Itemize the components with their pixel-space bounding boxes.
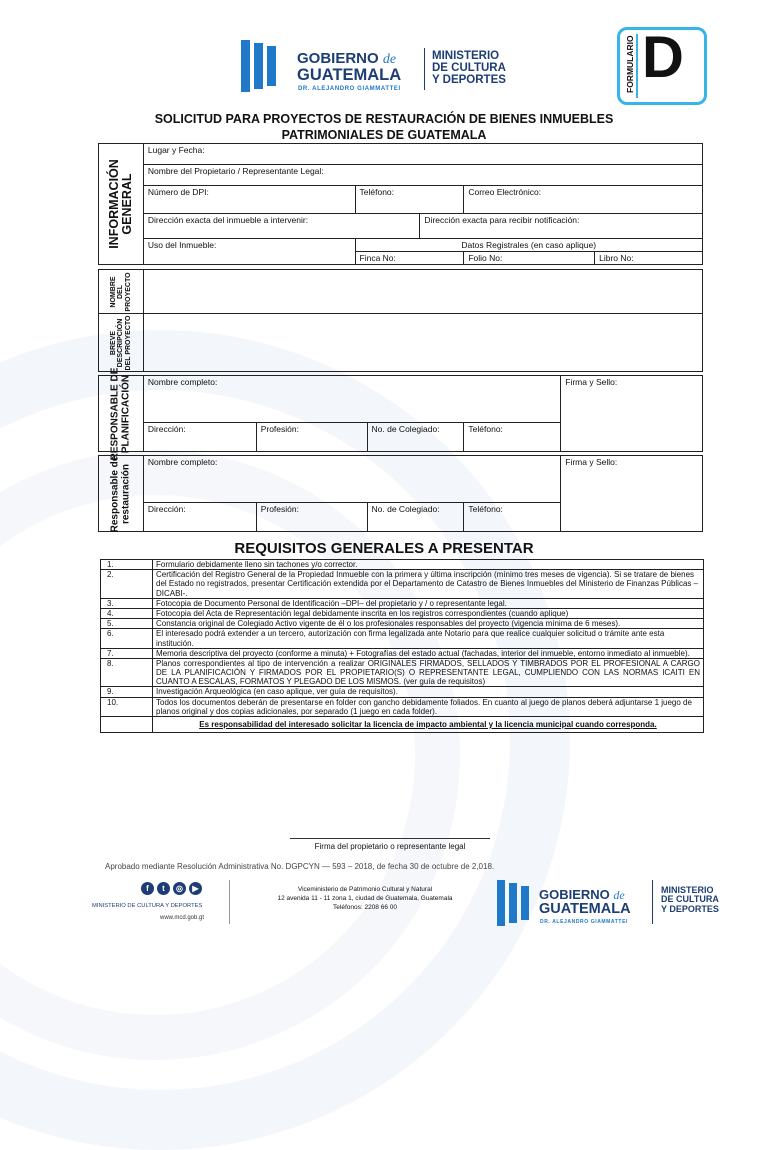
planificacion-direccion-field[interactable]: Dirección: — [143, 423, 256, 452]
uso-inmueble-field[interactable]: Uso del Inmueble: — [143, 239, 355, 265]
requisito-text: Fotocopia del Acta de Representación legal debidamente inscrita en los registros correspondientes (cuando aplique) — [153, 608, 704, 618]
info-general-label: INFORMACIÓN GENERAL — [99, 144, 144, 265]
restauracion-label: Responsable de restauración — [99, 456, 144, 532]
proyecto-table — [98, 269, 703, 372]
requisito-text: Fotocopia de Documento Personal de Identificación –DPI– del propietario y / o representante legal. — [153, 598, 704, 608]
requisito-row — [101, 598, 704, 608]
planificacion-colegiado-field[interactable]: No. de Colegiado: — [367, 423, 464, 452]
requisito-number: 8. — [101, 658, 153, 687]
propietario-field[interactable]: Nombre del Propietario / Representante Legal: — [143, 165, 702, 186]
footer-ministry-name — [661, 886, 719, 914]
twitter-icon[interactable]: t — [157, 882, 170, 895]
restauracion-colegiado-field[interactable]: No. de Colegiado: — [367, 503, 464, 532]
datos-registrales-header: Datos Registrales (en caso aplique) — [355, 239, 702, 252]
footer-logo-gov-line2: GUATEMALA — [539, 901, 631, 917]
requisito-number: 9. — [101, 687, 153, 697]
requisito-row — [101, 658, 704, 687]
footer-logo-bars-icon — [497, 880, 529, 926]
requisito-text: El interesado podrá extender a un tercero, autorización con firma legalizada ante Notario para que realice cualquier solicitud o trámite ante esta institución. — [153, 629, 704, 648]
youtube-icon[interactable]: ▶ — [189, 882, 202, 895]
descripcion-proyecto-label: BREVE DESCRIPCIÓN DEL PROYECTO — [99, 314, 144, 372]
requisito-number: 5. — [101, 619, 153, 629]
footer-contact — [230, 885, 500, 912]
signature-line — [290, 838, 490, 839]
requisito-text: Planos correspondientes al tipo de intervención a realizar ORIGINALES FIRMADOS, SELLADOS Y TIMBRADOS POR EL PROFESIONAL A CARGO DE LA PLANIFICACIÓN Y FIRMADOS POR EL PROPIETARIO(S) O REPRESENTANTE LEGAL, CUMPLIENDO CON LAS NORMAS ICAITI EN CUANTO A ESCALAS, FORMATOS Y PLEGADO DE LOS MISMOS. (ver guía de requisitos) — [153, 658, 704, 687]
restauracion-nombre-field[interactable]: Nombre completo: — [143, 456, 560, 503]
requisito-text: Formulario debidamente lleno sin tachones y/o corrector. — [153, 560, 704, 570]
ministry-line1: MINISTERIO — [432, 50, 500, 62]
libro-field[interactable]: Libro No: — [595, 252, 703, 265]
instagram-icon[interactable]: ◎ — [173, 882, 186, 895]
ministry-name — [432, 50, 506, 86]
logo-gov-de: de — [382, 52, 397, 67]
footer-phone: Teléfonos: 2208 66 00 — [333, 904, 397, 912]
header-divider — [424, 48, 425, 90]
government-logo — [241, 40, 421, 95]
requisito-row — [101, 697, 704, 716]
requisito-number: 4. — [101, 608, 153, 618]
restauracion-telefono-field[interactable]: Teléfono: — [464, 503, 561, 532]
planificacion-profesion-field[interactable]: Profesión: — [256, 423, 367, 452]
form-label: FORMULARIO — [625, 35, 635, 93]
footer-web-link[interactable]: www.mcd.gob.gt — [160, 915, 205, 921]
signature-caption: Firma del propietario o representante legal — [314, 842, 466, 851]
folio-field[interactable]: Folio No: — [464, 252, 595, 265]
requisito-number: 10. — [101, 697, 153, 716]
lugar-fecha-field[interactable]: Lugar y Fecha: — [143, 144, 702, 165]
logo-bars-icon — [241, 40, 276, 92]
requisito-number: 2. — [101, 570, 153, 599]
form-badge — [617, 27, 707, 105]
nombre-proyecto-label: NOMBRE DEL PROYECTO — [99, 270, 144, 314]
footer-government-logo — [497, 878, 647, 928]
footer-logo-gov-de: de — [613, 888, 625, 902]
logo-gov-sub: DR. ALEJANDRO GIAMMATTEI — [298, 86, 401, 92]
requisito-row — [101, 629, 704, 648]
approval-text: Aprobado mediante Resolución Administrativa No. DGPCYN — 593 – 2018, de fecha 30 de octubre de 2,018. — [105, 862, 495, 871]
social-icons — [141, 882, 202, 895]
requisito-text: Memoria descriptiva del proyecto (conforme a minuta) + Fotografías del estado actual (fachadas, interior del inmueble, entorno inmediato al inmueble). — [153, 648, 704, 658]
ministry-line2: DE CULTURA — [432, 62, 506, 75]
footer-address: 12 avenida 11 - 11 zona 1, ciudad de Guatemala, Guatemala — [277, 895, 453, 903]
logo-gov-line2: GUATEMALA — [297, 66, 402, 84]
requisito-number: 7. — [101, 648, 153, 658]
requisito-row — [101, 560, 704, 570]
footer-ministry-line3: Y DEPORTES — [661, 903, 719, 914]
requisito-row — [101, 570, 704, 599]
direccion-inmueble-field[interactable]: Dirección exacta del inmueble a intervenir: — [143, 214, 420, 239]
requisitos-title: REQUISITOS GENERALES A PRESENTAR — [234, 540, 534, 557]
requisito-row — [101, 648, 704, 658]
requisito-note-spacer — [101, 717, 153, 733]
requisitos-table — [100, 559, 704, 733]
footer-ministry-small: MINISTERIO DE CULTURA Y DEPORTES — [92, 903, 203, 909]
info-general-table — [98, 143, 703, 265]
planificacion-label: RESPONSABLE DE PLANIFICACIÓN — [99, 376, 144, 452]
planificacion-telefono-field[interactable]: Teléfono: — [464, 423, 561, 452]
restauracion-firma-field[interactable]: Firma y Sello: — [561, 456, 703, 532]
footer-ministry-line2: DE CULTURA — [661, 894, 719, 905]
requisito-row — [101, 619, 704, 629]
planificacion-table — [98, 367, 703, 460]
requisito-text: Todos los documentos deberán de presentarse en folder con gancho debidamente foliados. En cuanto al juego de planos deberá adjuntarse 1 juego de planos original y dos copias adicionales, por separado (1 juego en cada folder). — [153, 697, 704, 716]
telefono-field[interactable]: Teléfono: — [355, 186, 464, 214]
requisito-text: Certificación del Registro General de la Propiedad Inmueble con la primera y última inscripción (mínimo tres meses de vigencia). Si se tratare de bienes del Estado no registrados, presentar Certificación extendida por el Departamento de Catastro de Bienes Inmuebles del Ministerio de Finanzas Públicas –DICABI-. — [153, 570, 704, 599]
logo-gov-line1: GOBIERNO — [297, 50, 379, 67]
correo-field[interactable]: Correo Electrónico: — [464, 186, 703, 214]
requisito-number: 3. — [101, 598, 153, 608]
finca-field[interactable]: Finca No: — [355, 252, 464, 265]
direccion-notificacion-field[interactable]: Dirección exacta para recibir notificación: — [420, 214, 703, 239]
footer-ministry-line1: MINISTERIO — [661, 885, 714, 895]
footer-divider-right — [652, 880, 653, 924]
restauracion-table — [98, 455, 703, 532]
requisito-text: Constancia original de Colegiado Activo vigente de él o los profesionales responsables del proyecto (vigencia mínima de 6 meses). — [153, 619, 704, 629]
nombre-proyecto-field[interactable] — [143, 270, 702, 314]
ministry-line3: Y DEPORTES — [432, 74, 506, 87]
dpi-field[interactable]: Número de DPI: — [143, 186, 355, 214]
footer-vice: Viceministerio de Patrimonio Cultural y Natural — [297, 886, 433, 893]
planificacion-firma-field[interactable]: Firma y Sello: — [561, 376, 703, 452]
restauracion-profesion-field[interactable]: Profesión: — [256, 503, 367, 532]
requisito-row — [101, 687, 704, 697]
requisito-note-row — [101, 717, 704, 733]
planificacion-nombre-field[interactable]: Nombre completo: — [143, 376, 560, 423]
descripcion-proyecto-field[interactable] — [143, 314, 702, 372]
page-title-line1: SOLICITUD PARA PROYECTOS DE RESTAURACIÓN DE BIENES INMUEBLES — [154, 112, 614, 126]
facebook-icon[interactable]: f — [141, 882, 154, 895]
requisito-number: 1. — [101, 560, 153, 570]
requisito-text: Investigación Arqueológica (en caso aplique, ver guía de requisitos). — [153, 687, 704, 697]
requisito-number: 6. — [101, 629, 153, 648]
restauracion-direccion-field[interactable]: Dirección: — [143, 503, 256, 532]
form-letter: D — [642, 25, 684, 90]
requisito-note: Es responsabilidad del interesado solicitar la licencia de impacto ambiental y la licencia municipal cuando corresponda. — [153, 717, 704, 733]
footer-logo-gov-line1: GOBIERNO — [539, 887, 610, 902]
footer-logo-gov-sub: DR. ALEJANDRO GIAMMATTEI — [540, 919, 629, 925]
page-title-line2: PATRIMONIALES DE GUATEMALA — [281, 128, 487, 142]
requisito-row — [101, 608, 704, 618]
